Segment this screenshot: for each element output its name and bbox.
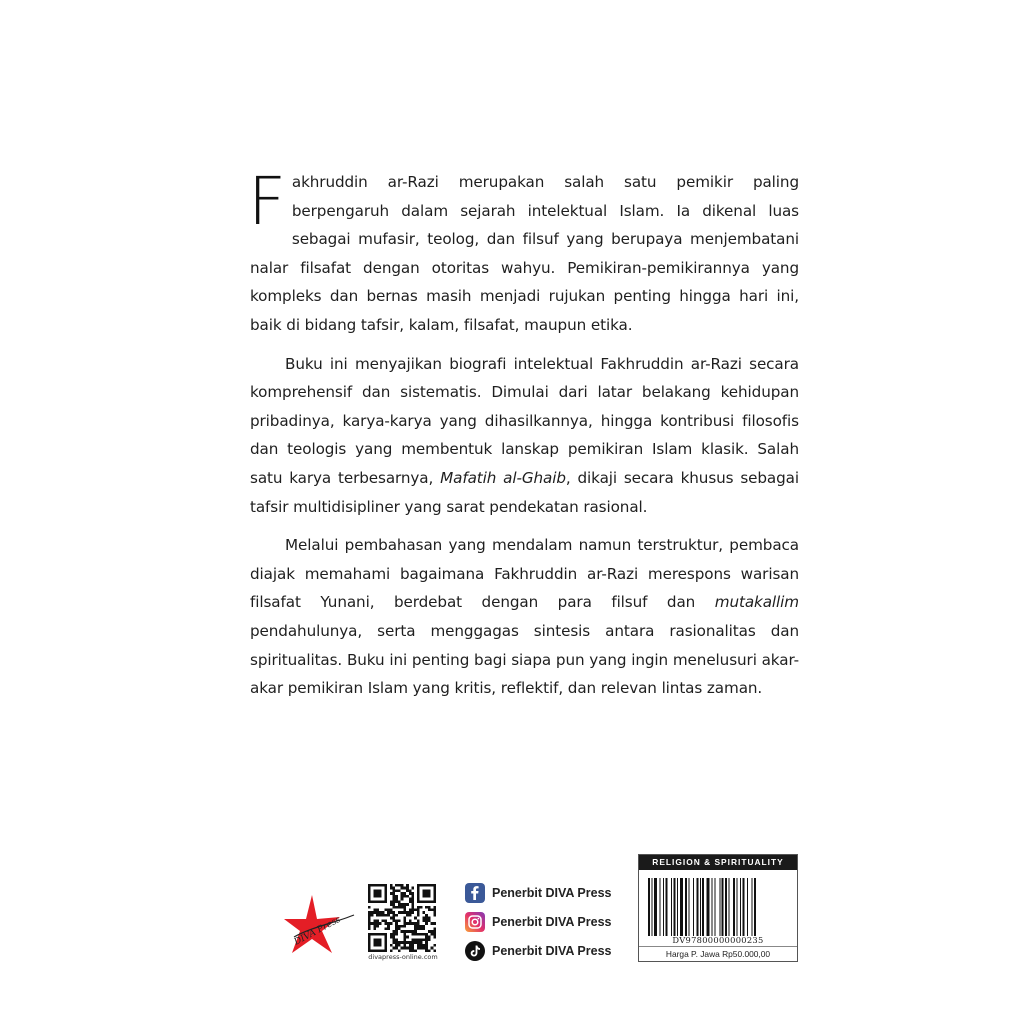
social-label-tiktok: Penerbit DIVA Press [492,944,612,958]
blurb-paragraph-3-text-a: Melalui pembahasan yang mendalam namun terstruktur, pembaca diajak memahami bagaimana Fakhruddin ar-Razi merespons warisan filsafat Yunani, berdebat dengan para filsuf dan [250,536,799,612]
price-label: Harga P. Jawa Rp50.000,00 [665,949,771,959]
blurb-paragraph-1-text: akhruddin ar-Razi merupakan salah satu pemikir paling berpengaruh dalam sejarah intelektual Islam. Ia dikenal luas sebagai mufasir, teolog, dan filsuf yang berupaya menjembatani nalar filsafat dengan otoritas wahyu. Pemikiran-pemikirannya yang kompleks dan bernas masih menjadi rujukan penting hingga hari ini, baik di bidang tafsir, kalam, filsafat, maupun etika. [250,173,799,334]
social-media-list [465,882,612,969]
blurb-paragraph-2-text-b: , dikaji secara khusus sebagai tafsir multidisipliner yang sarat pendekatan rasional. [250,468,800,516]
price-divider [639,946,797,947]
qr-code [368,884,436,952]
category-label: RELIGION & SPIRITUALITY [639,855,797,870]
barcode [648,877,790,937]
back-cover-blurb [248,163,800,713]
tiktok-icon [465,941,485,961]
term-italic: mutakallim [714,593,799,612]
blurb-paragraph-2 [250,350,799,522]
blurb-paragraph-3-text-b: pendahulunya, serta menggagas sintesis antara rasionalitas dan spiritualitas. Buku ini penting bagi siapa pun yang ingin menelusuri akar-akar pemikiran Islam yang kritis, reflektif, dan relevan lintas zaman. [250,621,799,698]
blurb-paragraph-2-text-a: Buku ini menyajikan biografi intelektual Fakhruddin ar-Razi secara komprehensif dan sistematis. Dimulai dari latar belakang kehidupan pribadinya, karya-karya yang dihasilkannya, hingga kontribusi filosofis dan teologis yang membentuk lanskap pemikiran Islam klasik. Salah satu karya terbesarnya, [250,354,799,487]
drop-cap: F [248,163,286,240]
facebook-icon [465,883,485,903]
social-item-instagram[interactable] [465,911,612,933]
barcode-box [638,854,798,962]
logo-wordmark: DIVA Press [292,914,343,948]
book-title-italic: Mafatih al-Ghaib [440,468,566,487]
website-url: divapress-online.com [368,953,438,961]
instagram-icon [465,912,485,932]
blurb-paragraph-1 [248,163,799,340]
social-item-facebook[interactable] [465,882,612,904]
social-label-instagram: Penerbit DIVA Press [492,915,612,929]
publisher-logo [282,893,362,965]
isbn-number: DV97800000000235 [672,935,764,945]
social-label-facebook: Penerbit DIVA Press [492,886,612,900]
blurb-paragraph-3 [250,531,799,703]
social-item-tiktok[interactable] [465,940,612,962]
